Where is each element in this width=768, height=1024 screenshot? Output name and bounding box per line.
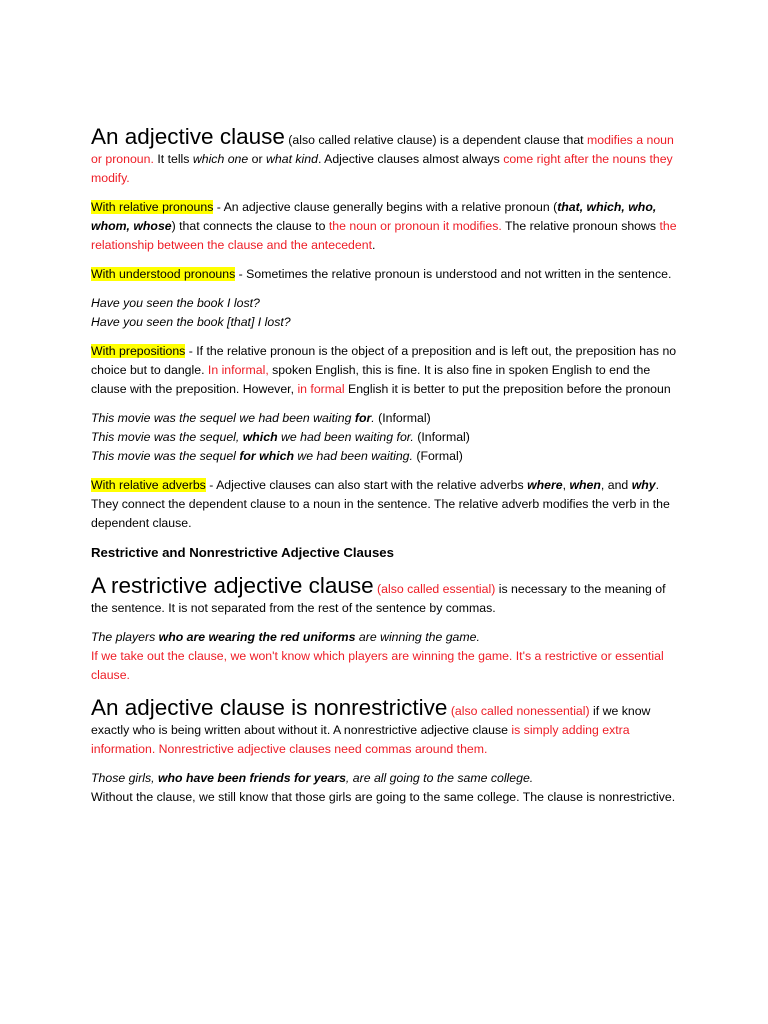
- text-span: , and: [600, 478, 632, 492]
- example-line: , are all going to the same college.: [345, 771, 534, 785]
- text-span: - Sometimes the relative pronoun is understood and not written in the sentence.: [235, 267, 672, 281]
- section-label: With relative pronouns: [91, 200, 214, 214]
- example-emphasis: for which: [239, 449, 294, 463]
- text-span: .: [372, 238, 376, 252]
- example-line: Have you seen the book I lost?: [91, 296, 260, 310]
- text-span: It tells: [153, 152, 193, 166]
- relative-pronouns-paragraph: [91, 198, 679, 255]
- section-label: With understood pronouns: [91, 267, 236, 281]
- text-span: (also called relative clause) is a dependent clause that: [284, 133, 588, 147]
- highlight-red: (also called nonessential): [447, 704, 590, 718]
- example-line: are winning the game.: [355, 630, 480, 644]
- highlight-red: In informal,: [207, 363, 269, 377]
- adverb-term: where: [527, 478, 563, 492]
- register-label: (Informal): [413, 430, 470, 444]
- intro-title: An adjective clause: [91, 124, 285, 149]
- example-emphasis: for: [354, 411, 372, 425]
- example-line: The players: [91, 630, 159, 644]
- text-span: or: [248, 152, 267, 166]
- section-label: With relative adverbs: [91, 478, 206, 492]
- example-emphasis: who have been friends for years: [157, 771, 346, 785]
- document-body: [91, 124, 679, 807]
- example-emphasis: who are wearing the red uniforms: [158, 630, 356, 644]
- relative-adverbs-paragraph: [91, 476, 679, 533]
- example-1: [91, 294, 679, 332]
- text-span: . They connect the dependent clause to a noun in the sentence. The relative adverb modifies the verb in the dependent clause.: [91, 478, 670, 530]
- highlight-red: the relationship between the clause and the antecedent: [91, 219, 677, 252]
- text-span: - An adjective clause generally begins with a relative pronoun (: [213, 200, 558, 214]
- highlight-red: in formal: [297, 382, 345, 396]
- text-span: The relative pronoun shows: [501, 219, 660, 233]
- section-label: With prepositions: [91, 344, 186, 358]
- example-line: .: [371, 411, 375, 425]
- text-span: - Adjective clauses can also start with the relative adverbs: [205, 478, 528, 492]
- restrictive-paragraph: [91, 573, 679, 618]
- explanation-text: Without the clause, we still know that those girls are going to the same college. The clause is nonrestrictive.: [91, 790, 676, 804]
- italic-term: which one: [192, 152, 249, 166]
- text-span: is necessary to the meaning of the sentence. It is not separated from the rest of the sentence by commas.: [91, 582, 666, 615]
- explanation-red: If we take out the clause, we won't know which players are winning the game. It's a restrictive or essential clause.: [91, 649, 664, 682]
- highlight-red: the noun or pronoun it modifies.: [328, 219, 502, 233]
- restrictive-title: A restrictive adjective clause: [91, 573, 374, 598]
- text-span: English it is better to put the preposition before the pronoun: [344, 382, 671, 396]
- section-heading: Restrictive and Nonrestrictive Adjective Clauses: [91, 545, 394, 560]
- example-line: we had been waiting for.: [277, 430, 414, 444]
- example-3: [91, 628, 679, 685]
- example-line: This movie was the sequel,: [91, 430, 243, 444]
- nonrestrictive-paragraph: [91, 695, 679, 759]
- highlight-red: come right after the nouns they modify.: [91, 152, 673, 185]
- italic-term: what kind: [266, 152, 318, 166]
- text-span: spoken English, this is fine. It is also fine in spoken English to end the clause with the preposition. However,: [91, 363, 651, 396]
- example-line: Those girls,: [91, 771, 158, 785]
- text-span: ,: [562, 478, 570, 492]
- example-4: [91, 769, 679, 807]
- understood-pronouns-paragraph: [91, 265, 679, 284]
- adverb-term: when: [569, 478, 601, 492]
- text-span: ) that connects the clause to: [171, 219, 329, 233]
- example-emphasis: which: [242, 430, 278, 444]
- highlight-red: is simply adding extra information. Nonrestrictive adjective clauses need commas around them.: [91, 723, 630, 756]
- nonrestrictive-title: An adjective clause is nonrestrictive: [91, 695, 448, 720]
- text-span: if we know exactly who is being written about without it. A nonrestrictive adjective clause: [91, 704, 651, 737]
- text-span: - If the relative pronoun is the object of a preposition and is left out, the preposition has no choice but to dangle.: [91, 344, 677, 377]
- register-label: (Informal): [374, 411, 431, 425]
- pronoun-list: that, which, who, whom, whose: [91, 200, 657, 233]
- intro-paragraph: [91, 124, 679, 188]
- example-2: [91, 409, 679, 466]
- highlight-red: modifies a noun or pronoun.: [91, 133, 674, 166]
- example-line: This movie was the sequel we had been waiting: [91, 411, 355, 425]
- example-line: This movie was the sequel: [91, 449, 240, 463]
- highlight-red: (also called essential): [373, 582, 496, 596]
- example-line: we had been waiting.: [293, 449, 413, 463]
- example-line: Have you seen the book [that] I lost?: [91, 315, 291, 329]
- adverb-term: why: [631, 478, 656, 492]
- text-span: . Adjective clauses almost always: [317, 152, 504, 166]
- register-label: (Formal): [412, 449, 463, 463]
- prepositions-paragraph: [91, 342, 679, 399]
